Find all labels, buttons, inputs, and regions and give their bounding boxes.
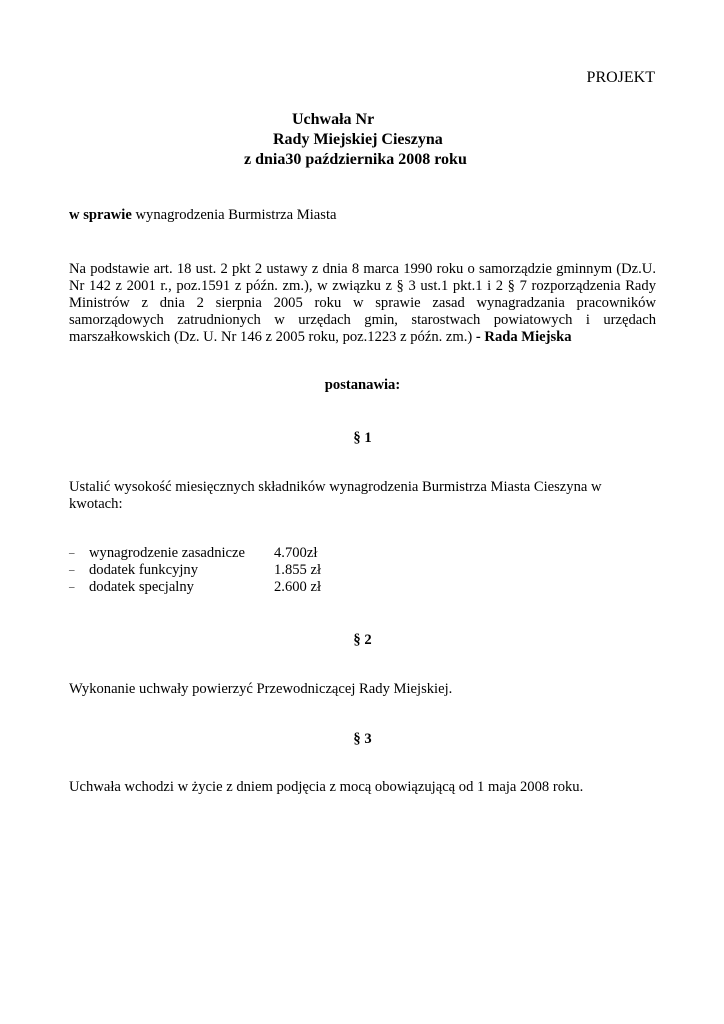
- legal-basis-text: Na podstawie art. 18 ust. 2 pkt 2 ustawy z dnia 8 marca 1990 roku o samorządzie gminnym (Dz.U. Nr 142 z 2001 r., poz.1591 z późn. zm.), w związku z § 3 ust.1 pkt.1 i 2 § 7 rozporządzenia Rady Ministrów z dnia 2 sierpnia 2005 roku w sprawie zasad wynagradzania pracowników samorządowych zatrudnionych w urzędach gmin, starostwach powiatowych i urzędach marszałkowskich (Dz. U. Nr 146 z 2005 roku, poz.1223 z późn. zm.): [69, 261, 656, 345]
- dash-bullet: –: [69, 547, 75, 559]
- section-3-text: Uchwała wchodzi w życie z dniem podjęcia z mocą obowiązującą od 1 maja 2008 roku.: [69, 779, 584, 795]
- section-2-text: Wykonanie uchwały powierzyć Przewodniczącej Rady Miejskiej.: [69, 681, 453, 697]
- section-2-heading: § 2: [353, 632, 372, 648]
- subject-text: wynagrodzenia Burmistrza Miasta: [131, 207, 337, 223]
- draft-label: PROJEKT: [586, 69, 655, 86]
- component-amount: 1.855 zł: [274, 562, 322, 578]
- component-label: dodatek funkcyjny: [89, 562, 199, 578]
- dash-bullet: –: [69, 581, 75, 593]
- resolution-subject: [69, 207, 337, 224]
- section-1-text: Ustalić wysokość miesięcznych składników wynagrodzenia Burmistrza Miasta Cieszyna w kwotach:: [69, 479, 602, 512]
- component-amount: 2.600 zł: [274, 579, 322, 595]
- component-amount: 4.700zł: [274, 545, 318, 561]
- component-label: wynagrodzenie zasadnicze: [89, 545, 245, 561]
- decides-heading: postanawia:: [324, 377, 401, 393]
- list-item: [69, 562, 354, 579]
- component-label: dodatek specjalny: [89, 579, 194, 595]
- salary-components-list: [69, 545, 354, 596]
- list-item: [69, 579, 354, 596]
- list-item: [69, 545, 354, 562]
- resolution-title: Uchwała Nr: [292, 111, 375, 128]
- council-reference: - Rada Miejska: [475, 329, 572, 345]
- dash-bullet: –: [69, 564, 75, 576]
- section-3-heading: § 3: [353, 731, 372, 747]
- resolution-date: z dnia30 października 2008 roku: [244, 151, 467, 168]
- section-1-heading: § 1: [353, 430, 372, 446]
- legal-basis: [69, 261, 656, 346]
- subject-prefix: w sprawie: [69, 207, 132, 223]
- council-name: Rady Miejskiej Cieszyna: [273, 131, 443, 148]
